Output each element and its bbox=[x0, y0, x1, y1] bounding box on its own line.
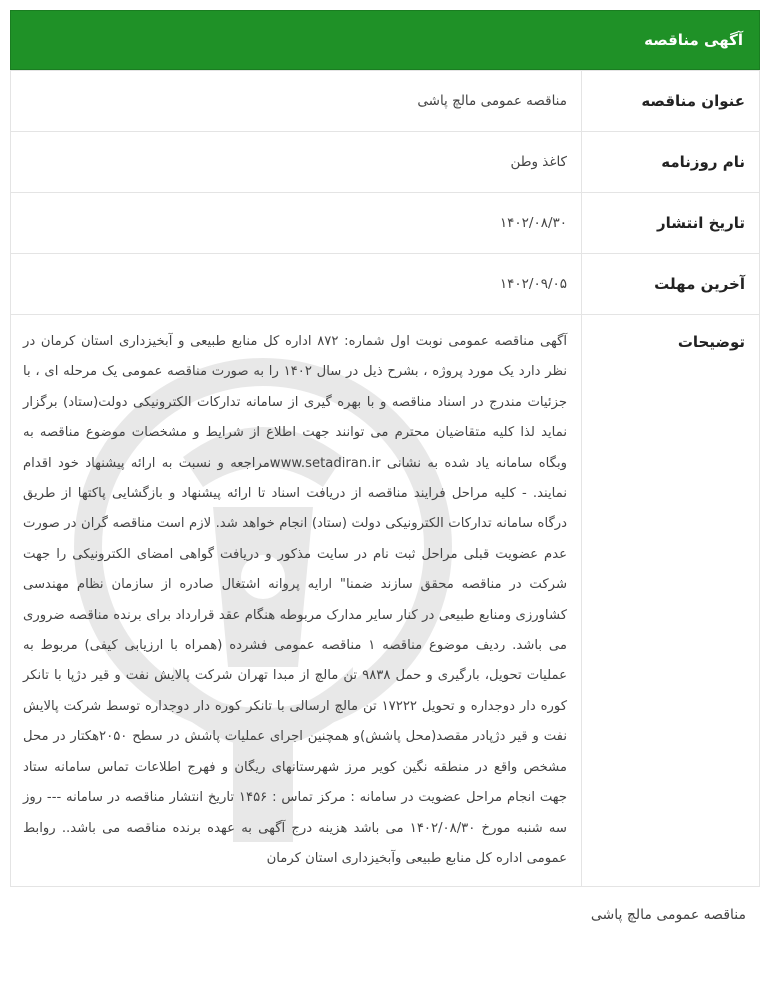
row-title-label: عنوان مناقصه bbox=[582, 71, 760, 132]
tender-info-table bbox=[10, 70, 760, 887]
row-publish-date-value: ۱۴۰۲/۰۸/۳۰ bbox=[11, 193, 582, 254]
row-description-value bbox=[11, 315, 582, 887]
row-deadline-label: آخرین مهلت bbox=[582, 254, 760, 315]
description-text: آگهی مناقصه عمومی نوبت اول شماره: ۸۷۲ اداره کل منابع طبیعی و آبخیزداری استان کرمان در نظر دارد یک مورد پروژه ، بشرح ذیل در سال ۱۴۰۲ را به صورت مناقصه عمومی یک مرحله ای ، با جزئیات مندرج در اسناد مناقصه و با بهره گیری از سامانه تدارکات الکترونیکی دولت(ستاد) برگزار نماید لذا کلیه متقاضیان محترم می توانند جهت اطلاع از شرایط و مشخصات موضوع مناقصه به وبگاه سامانه یاد شده به نشانی www.setadiran.irمراجعه و نسبت به ارائه پیشنهاد خود اقدام نمایند. - کلیه مراحل فرایند مناقصه از دریافت اسناد تا ارائه پیشنهاد و بازگشایی پاکتها از طریق درگاه سامانه تدارکات الکترونیکی دولت (ستاد) انجام خواهد شد. لازم است مناقصه گران در صورت عدم عضویت قبلی مراحل ثبت نام در سایت مذکور و دریافت گواهی امضای الکترونیکی را جهت شرکت در مناقصه محقق سازند ضمنا" ارایه پروانه اشتغال صادره از سازمان نظام مهندسی کشاورزی ومنابع طبیعی در کنار سایر مدارک مربوطه هنگام عقد قرارداد برای برنده مناقصه ضروری می باشد. ردیف موضوع مناقصه ۱ مناقصه عمومی فشرده (همراه با ارزیابی کیفی) مربوط به عملیات تحویل، بارگیری و حمل ۹۸۳۸ تن مالچ از مبدا تهران شرکت پالایش نفت و قیر دژپا با تانکر کوره دار دوجداره و تحویل ۱۷۲۲۲ تن مالچ ارسالی با تانکر کوره دار دوجداره توسط شرکت پالایش نفت و قیر دژپادر مقصد(محل پاشش)و همچنین اجرای عملیات پاشش در سطح ۲۰۵۰هکتار در محل مشخص واقع در منطقه نگین کویر مرز شهرستانهای ریگان و فهرج اطلاعات تماس سامانه ستاد جهت انجام مراحل عضویت در سامانه : مرکز تماس : ۱۴۵۶ تاریخ انتشار مناقصه در سامانه --- روز سه شنبه مورخ ۱۴۰۲/۰۸/۳۰ می باشد هزینه درج آگهی به عهده برنده مناقصه می باشد.. روابط عمومی اداره کل منابع طبیعی وآبخیزداری استان کرمان bbox=[23, 334, 568, 866]
row-description-label: توضیحات bbox=[582, 315, 760, 887]
row-deadline-value: ۱۴۰۲/۰۹/۰۵ bbox=[11, 254, 582, 315]
row-newspaper-label: نام روزنامه bbox=[582, 132, 760, 193]
row-newspaper bbox=[11, 132, 760, 193]
row-title-value: مناقصه عمومی مالچ پاشی bbox=[11, 71, 582, 132]
row-publish-date-label: تاریخ انتشار bbox=[582, 193, 760, 254]
row-title bbox=[11, 71, 760, 132]
row-publish-date bbox=[11, 193, 760, 254]
tender-card bbox=[10, 10, 760, 1000]
footer-title: مناقصه عمومی مالچ پاشی bbox=[590, 907, 746, 924]
row-description bbox=[11, 315, 760, 887]
header-title: آگهی مناقصه bbox=[644, 31, 743, 49]
row-deadline bbox=[11, 254, 760, 315]
row-newspaper-value: کاغذ وطن bbox=[11, 132, 582, 193]
tender-header bbox=[10, 10, 760, 70]
